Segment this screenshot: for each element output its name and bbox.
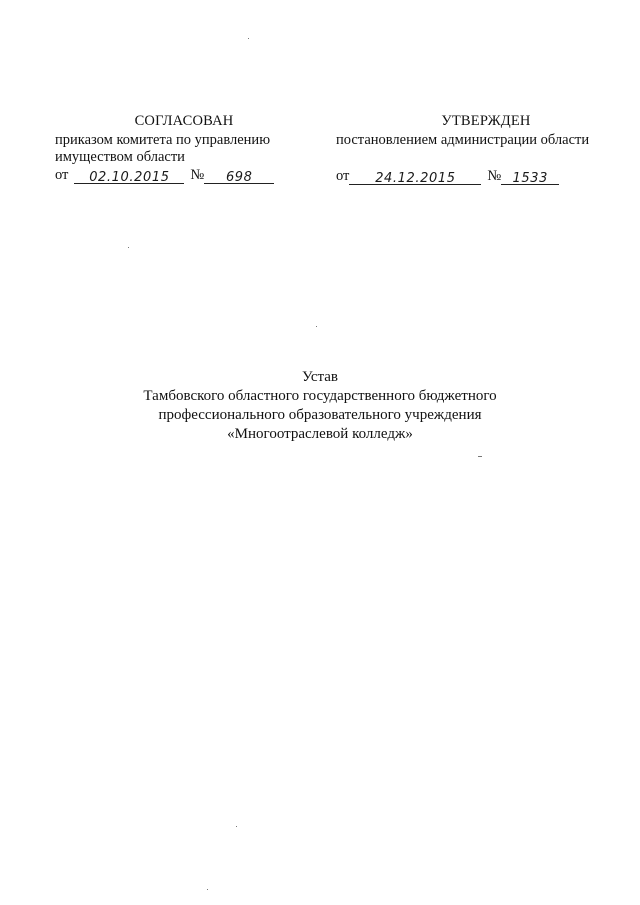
- approval-heading-left: СОГЛАСОВАН: [134, 113, 234, 129]
- scan-speck: [128, 247, 129, 248]
- title-line3: профессионального образовательного учреждения: [158, 407, 482, 423]
- approval-reference-left: [55, 167, 295, 184]
- scan-speck: [478, 456, 482, 457]
- document-title: [120, 368, 520, 444]
- title-line1: Устав: [302, 369, 338, 385]
- scan-speck: [207, 889, 208, 890]
- date-value-left: 02.10.2015: [89, 170, 170, 185]
- title-line4: «Многоотраслевой колледж»: [227, 426, 413, 442]
- number-field-right: [501, 168, 559, 185]
- number-value-right: 1533: [512, 171, 548, 186]
- from-label-right: от: [336, 168, 350, 184]
- title-line2: Тамбовского областного государственного бюджетного: [143, 388, 497, 404]
- date-value-right: 24.12.2015: [375, 171, 456, 186]
- number-field-left: [204, 167, 274, 184]
- approval-text-line1-right: постановлением администрации области: [336, 132, 590, 148]
- date-field-left: [74, 167, 184, 184]
- number-value-left: 698: [225, 170, 253, 185]
- approval-text-line2-left: имуществом области: [55, 149, 185, 165]
- approval-heading-right: УТВЕРЖДЕН: [441, 113, 531, 129]
- scan-speck: [248, 38, 249, 39]
- from-label-left: от: [55, 167, 69, 183]
- number-sign-right: №: [487, 168, 502, 184]
- approval-reference-right: [336, 168, 606, 185]
- approval-text-line1-left: приказом комитета по управлению: [55, 132, 271, 148]
- scan-speck: [316, 326, 317, 327]
- date-field-right: [349, 168, 481, 185]
- approval-block-right: [336, 113, 606, 185]
- approval-block-left: [55, 113, 295, 184]
- scan-speck: [236, 826, 237, 827]
- number-sign-left: №: [190, 167, 205, 183]
